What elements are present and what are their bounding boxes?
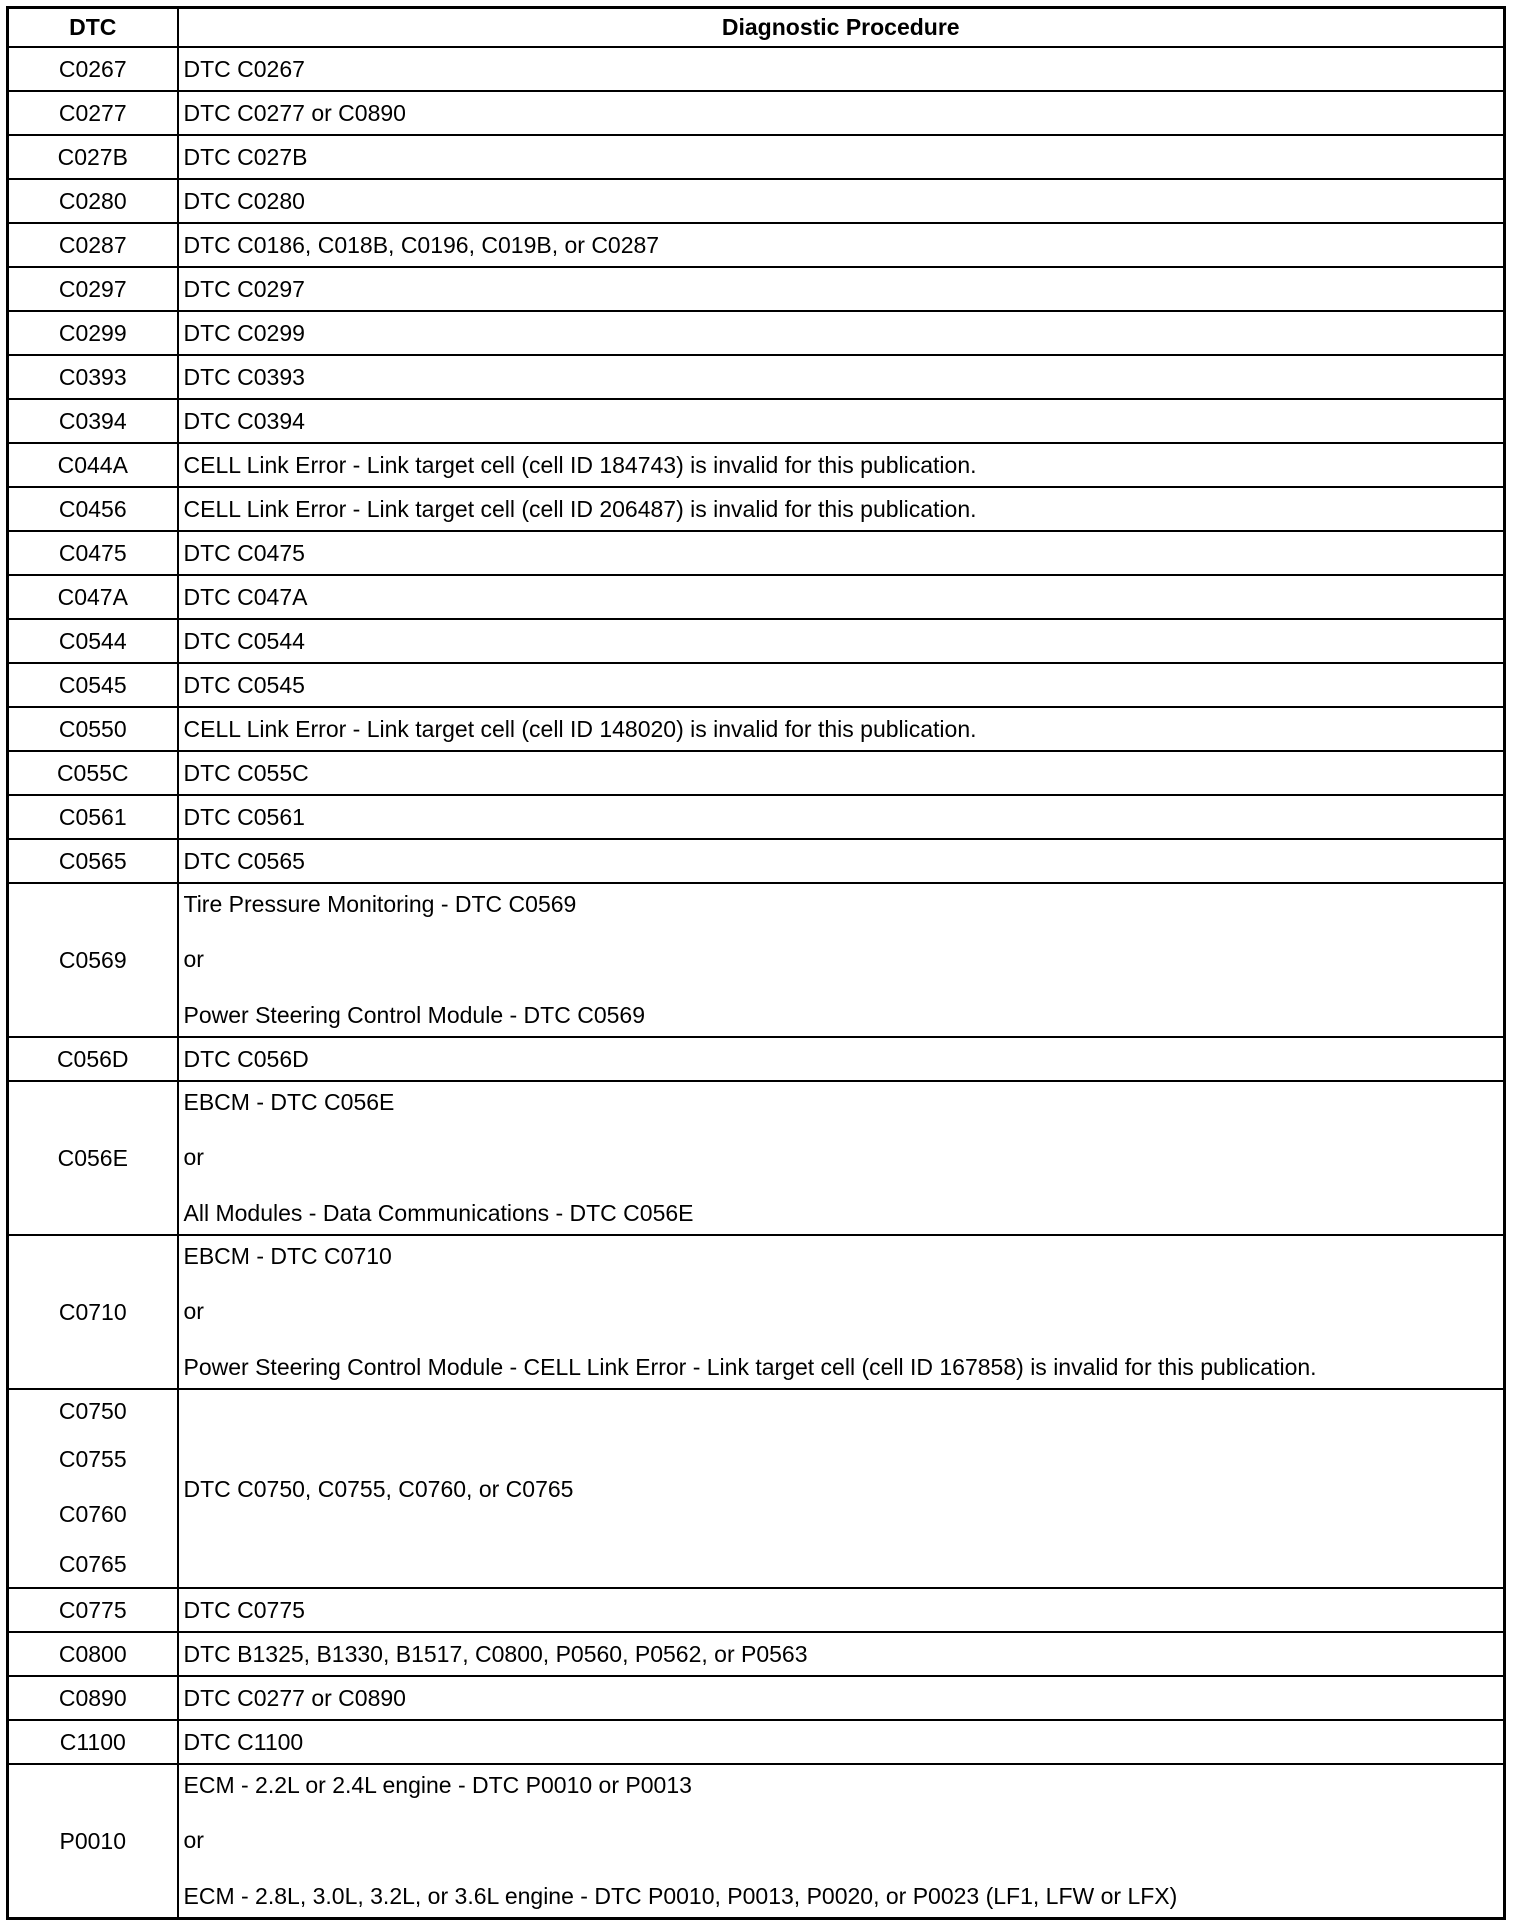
procedure-text: or (183, 1827, 204, 1853)
dtc-code-cell (8, 91, 178, 135)
table-row (8, 1676, 1505, 1720)
dtc-code: C0287 (58, 232, 127, 258)
procedure-text: All Modules - Data Communications - DTC C056E (183, 1200, 694, 1226)
dtc-code: C056E (57, 1145, 128, 1171)
diagnostic-procedure-cell (178, 1588, 1505, 1632)
diagnostic-procedure-cell (178, 883, 1505, 1037)
table-row (8, 91, 1505, 135)
procedure-text: DTC C056D (183, 1046, 309, 1072)
procedure-text: DTC C0775 (183, 1597, 305, 1623)
dtc-code: C0267 (58, 56, 127, 82)
dtc-code-cell (8, 1720, 178, 1764)
dtc-code: C0545 (58, 672, 127, 698)
header-procedure: Diagnostic Procedure (178, 8, 1505, 48)
dtc-code: C0475 (58, 540, 127, 566)
dtc-code: C047A (57, 584, 128, 610)
table-row (8, 1764, 1505, 1919)
diagnostic-procedure-cell (178, 1720, 1505, 1764)
table-row (8, 619, 1505, 663)
dtc-code: C0297 (58, 276, 127, 302)
dtc-code-cell (8, 443, 178, 487)
dtc-code: C0299 (58, 320, 127, 346)
table-row (8, 135, 1505, 179)
dtc-code: C044A (57, 452, 128, 478)
table-row (8, 1081, 1505, 1235)
dtc-code-cell (8, 47, 178, 91)
procedure-text: DTC C0545 (183, 672, 305, 698)
procedure-text: DTC C0544 (183, 628, 305, 654)
dtc-code-cell (8, 1632, 178, 1676)
dtc-code: C0710 (58, 1299, 127, 1325)
table-row (8, 1632, 1505, 1676)
procedure-text: Power Steering Control Module - CELL Link Error - Link target cell (cell ID 167858) is invalid for this publication. (183, 1354, 1317, 1380)
diagnostic-procedure-cell (178, 663, 1505, 707)
dtc-code: C056D (56, 1046, 129, 1072)
dtc-code: C027B (57, 144, 128, 170)
table-row (8, 1389, 1505, 1588)
procedure-text: CELL Link Error - Link target cell (cell ID 206487) is invalid for this publication. (183, 496, 977, 522)
procedure-text: DTC C055C (183, 760, 309, 786)
procedure-text: DTC C0561 (183, 804, 305, 830)
diagnostic-procedure-cell (178, 795, 1505, 839)
dtc-code: C0800 (58, 1641, 127, 1667)
procedure-text: EBCM - DTC C056E (183, 1089, 395, 1115)
diagnostic-procedure-cell (178, 223, 1505, 267)
diagnostic-procedure-cell (178, 267, 1505, 311)
dtc-code: C0456 (58, 496, 127, 522)
table-row (8, 223, 1505, 267)
procedure-text: DTC C0394 (183, 408, 305, 434)
dtc-code-cell (8, 1676, 178, 1720)
dtc-code: C0569 (58, 947, 127, 973)
procedure-text: DTC C0475 (183, 540, 305, 566)
table-row (8, 487, 1505, 531)
table-row (8, 1720, 1505, 1764)
table-row (8, 1588, 1505, 1632)
procedure-text: CELL Link Error - Link target cell (cell ID 148020) is invalid for this publication. (183, 716, 977, 742)
dtc-code: C0561 (58, 804, 127, 830)
dtc-code-cell (8, 751, 178, 795)
dtc-code-cell (8, 1588, 178, 1632)
procedure-text: or (183, 1144, 204, 1170)
dtc-code: C055C (56, 760, 129, 786)
table-row (8, 311, 1505, 355)
diagnostic-procedure-cell (178, 399, 1505, 443)
dtc-code-cell (8, 311, 178, 355)
diagnostic-procedure-cell (178, 1764, 1505, 1919)
diagnostic-procedure-cell (178, 487, 1505, 531)
diagnostic-procedure-cell (178, 311, 1505, 355)
procedure-text: DTC C0299 (183, 320, 305, 346)
dtc-code-cell (8, 179, 178, 223)
table-row (8, 1037, 1505, 1081)
procedure-text: ECM - 2.2L or 2.4L engine - DTC P0010 or P0013 (183, 1772, 692, 1798)
diagnostic-procedure-cell (178, 619, 1505, 663)
table-row (8, 355, 1505, 399)
dtc-code-cell (8, 1037, 178, 1081)
table-row (8, 47, 1505, 91)
table-row (8, 267, 1505, 311)
diagnostic-procedure-cell (178, 91, 1505, 135)
diagnostic-procedure-cell (178, 47, 1505, 91)
table-row (8, 179, 1505, 223)
dtc-code-cell (8, 1081, 178, 1235)
dtc-code-cell (8, 267, 178, 311)
procedure-text: DTC C0280 (183, 188, 305, 214)
diagnostic-procedure-cell (178, 1389, 1505, 1588)
dtc-code: C0890 (58, 1685, 127, 1711)
procedure-text: DTC C0277 or C0890 (183, 1685, 406, 1711)
table-row (8, 1235, 1505, 1389)
table-row (8, 839, 1505, 883)
dtc-code-cell (8, 707, 178, 751)
dtc-code-cell (8, 883, 178, 1037)
procedure-text: CELL Link Error - Link target cell (cell ID 184743) is invalid for this publication. (183, 452, 977, 478)
table-row (8, 443, 1505, 487)
table-row (8, 399, 1505, 443)
table-row (8, 751, 1505, 795)
dtc-code: C0755 (58, 1446, 127, 1472)
dtc-code: C0544 (58, 628, 127, 654)
diagnostic-procedure-cell (178, 1081, 1505, 1235)
table-row (8, 663, 1505, 707)
procedure-text: DTC C0297 (183, 276, 305, 302)
dtc-code: C0565 (58, 848, 127, 874)
dtc-code-cell (8, 663, 178, 707)
table-row (8, 531, 1505, 575)
dtc-code: C0775 (58, 1597, 127, 1623)
procedure-text: DTC C0393 (183, 364, 305, 390)
diagnostic-procedure-cell (178, 355, 1505, 399)
dtc-code-cell (8, 399, 178, 443)
procedure-text: or (183, 1298, 204, 1324)
diagnostic-procedure-cell (178, 751, 1505, 795)
procedure-text: or (183, 946, 204, 972)
dtc-code: C0394 (58, 408, 127, 434)
diagnostic-procedure-cell (178, 1676, 1505, 1720)
dtc-code-cell (8, 531, 178, 575)
procedure-text: DTC B1325, B1330, B1517, C0800, P0560, P0562, or P0563 (183, 1641, 808, 1667)
diagnostic-procedure-cell (178, 179, 1505, 223)
dtc-table (6, 6, 1506, 1920)
dtc-code-cell (8, 575, 178, 619)
diagnostic-procedure-cell (178, 707, 1505, 751)
dtc-code-cell (8, 135, 178, 179)
dtc-code-cell (8, 1389, 178, 1588)
procedure-text: Tire Pressure Monitoring - DTC C0569 (183, 891, 577, 917)
dtc-code: C0765 (58, 1551, 127, 1577)
diagnostic-procedure-cell (178, 443, 1505, 487)
procedure-text: DTC C0267 (183, 56, 305, 82)
procedure-text: ECM - 2.8L, 3.0L, 3.2L, or 3.6L engine - DTC P0010, P0013, P0020, or P0023 (LF1, LFW or LFX) (183, 1883, 1178, 1909)
procedure-text: DTC C027B (183, 144, 308, 170)
table-row (8, 707, 1505, 751)
dtc-code-cell (8, 355, 178, 399)
dtc-code-cell (8, 795, 178, 839)
diagnostic-procedure-cell (178, 1632, 1505, 1676)
dtc-code-cell (8, 487, 178, 531)
procedure-text: DTC C0750, C0755, C0760, or C0765 (183, 1475, 574, 1502)
dtc-code: C0280 (58, 188, 127, 214)
procedure-text: DTC C0186, C018B, C0196, C019B, or C0287 (183, 232, 660, 258)
diagnostic-procedure-cell (178, 531, 1505, 575)
table-row (8, 883, 1505, 1037)
procedure-text: EBCM - DTC C0710 (183, 1243, 392, 1269)
table-row (8, 575, 1505, 619)
dtc-code: C1100 (59, 1729, 126, 1755)
dtc-code: C0393 (58, 364, 127, 390)
dtc-code-cell (8, 1764, 178, 1919)
dtc-code: C0277 (58, 100, 127, 126)
diagnostic-procedure-cell (178, 575, 1505, 619)
procedure-text: DTC C047A (183, 584, 308, 610)
dtc-code-cell (8, 839, 178, 883)
table-body (8, 47, 1505, 1919)
diagnostic-procedure-cell (178, 839, 1505, 883)
procedure-text: DTC C1100 (183, 1729, 304, 1755)
dtc-code-cell (8, 619, 178, 663)
dtc-code: C0760 (58, 1501, 127, 1527)
dtc-code-cell (8, 1235, 178, 1389)
diagnostic-procedure-cell (178, 1235, 1505, 1389)
dtc-code: C0750 (58, 1398, 127, 1424)
procedure-text: DTC C0565 (183, 848, 305, 874)
table-row (8, 795, 1505, 839)
dtc-code: P0010 (59, 1828, 126, 1854)
dtc-code-cell (8, 223, 178, 267)
diagnostic-procedure-cell (178, 135, 1505, 179)
header-row (8, 8, 1505, 48)
procedure-text: DTC C0277 or C0890 (183, 100, 406, 126)
header-dtc: DTC (8, 8, 178, 48)
procedure-text: Power Steering Control Module - DTC C0569 (183, 1002, 645, 1028)
dtc-code: C0550 (58, 716, 127, 742)
diagnostic-procedure-cell (178, 1037, 1505, 1081)
